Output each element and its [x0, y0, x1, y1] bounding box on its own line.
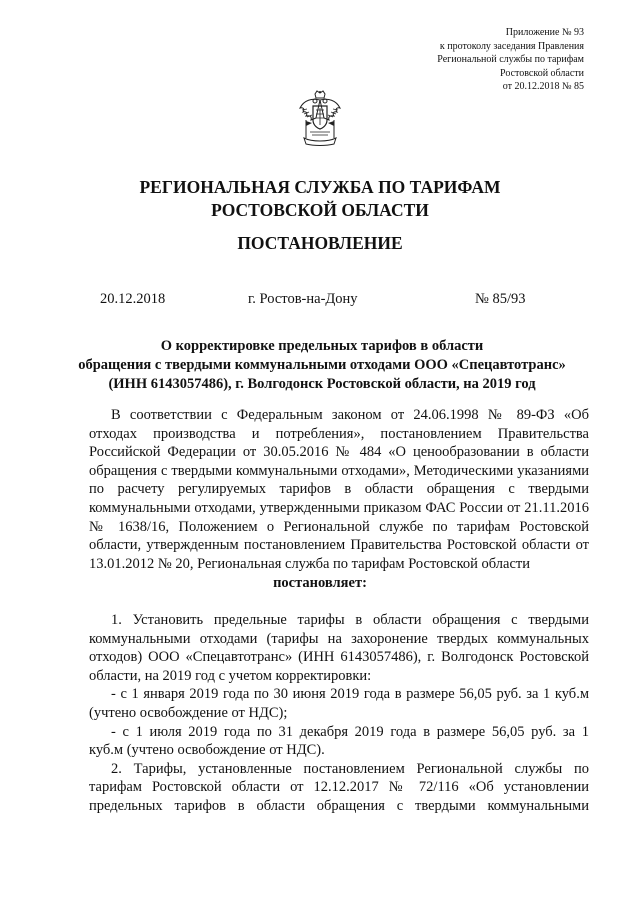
item-line: - с 1 января 2019 года по 30 июня 2019 года в размере 56,05 руб. за 1 куб.м — [111, 686, 589, 703]
preamble-line: отходах производства и потребления», постановлением Правительства — [89, 425, 589, 442]
item-line: коммунальными отходами (тарифы на захоронение твердых коммунальных — [89, 630, 589, 647]
item-line: 1. Установить предельные тарифы в области обращения с твердыми — [111, 612, 589, 628]
subject-line: О корректировке предельных тарифов в области — [160, 338, 484, 354]
preamble-paragraph — [89, 406, 589, 573]
item-line: (учтено освобождение от НДС); — [89, 704, 288, 721]
appendix-line: Приложение № 93 — [505, 27, 584, 38]
subject-line: обращения с твердыми коммунальными отходами ООО «Спецавтотранс» — [78, 357, 566, 373]
document-date: 20.12.2018 — [100, 291, 166, 307]
item-line: отходов) ООО «Спецавтотранс» (ИНН 6143057486), г. Волгодонск Ростовской — [89, 649, 589, 666]
preamble-line: 13.01.2012 № 20, Региональная служба по тарифам Ростовской области — [89, 555, 530, 572]
resolution-items — [89, 611, 589, 816]
subject-line: (ИНН 6143057486), г. Волгодонск Ростовской области, на 2019 год — [108, 376, 536, 392]
preamble-line: Российской Федерации от 30.05.2016 № 484 «О ценообразовании в области — [89, 444, 589, 461]
organization-title-line: РОСТОВСКОЙ ОБЛАСТИ — [211, 200, 429, 220]
appendix-line: к протоколу заседания Правления — [439, 40, 584, 52]
appendix-block — [437, 26, 584, 94]
document-subject — [40, 337, 604, 394]
item-line: тарифам Ростовской области от 12.12.2017 № 72/116 «Об установлении — [89, 779, 589, 796]
preamble-line: обращения с твердыми коммунальными отходами», Методическими указаниями — [89, 462, 589, 479]
preamble-line: коммунальными отходами, утвержденными приказом ФАС России от 21.11.2016 — [89, 499, 589, 516]
item-line: - с 1 июля 2019 года по 31 декабря 2019 года в размере 56,05 руб. за 1 — [111, 723, 589, 740]
organization-title — [0, 176, 640, 222]
preamble-line: по расчету регулируемых тарифов в области обращения с твердыми — [89, 481, 589, 498]
document-number: № 85/93 — [475, 291, 526, 307]
item-line: предельных тарифов в области обращения с твердыми коммунальными — [89, 797, 589, 814]
appendix-line: Ростовской области — [500, 67, 584, 79]
document-type: ПОСТАНОВЛЕНИЕ — [237, 233, 403, 253]
item-line: 2. Тарифы, установленные постановлением Региональной службы по — [111, 760, 589, 777]
appendix-line: Региональной службы по тарифам — [437, 54, 584, 65]
preamble-line: № 1638/16, Положением о Региональной службе по тарифам Ростовской — [89, 518, 589, 535]
appendix-line: от 20.12.2018 № 85 — [502, 81, 584, 92]
preamble-line: области, утвержденным постановлением Правительства Ростовской области от — [89, 537, 589, 554]
preamble-line: В соответствии с Федеральным законом от 24.06.1998 № 89-ФЗ «Об — [111, 407, 589, 423]
item-line: куб.м (учтено освобождение от НДС). — [89, 742, 325, 759]
document-city: г. Ростов-на-Дону — [248, 291, 358, 307]
coat-of-arms-icon — [298, 90, 342, 146]
item-line: области, на 2019 год с учетом корректировки: — [89, 667, 372, 684]
organization-title-line: РЕГИОНАЛЬНАЯ СЛУЖБА ПО ТАРИФАМ — [139, 177, 501, 197]
resolves-heading: постановляет: — [273, 575, 367, 591]
